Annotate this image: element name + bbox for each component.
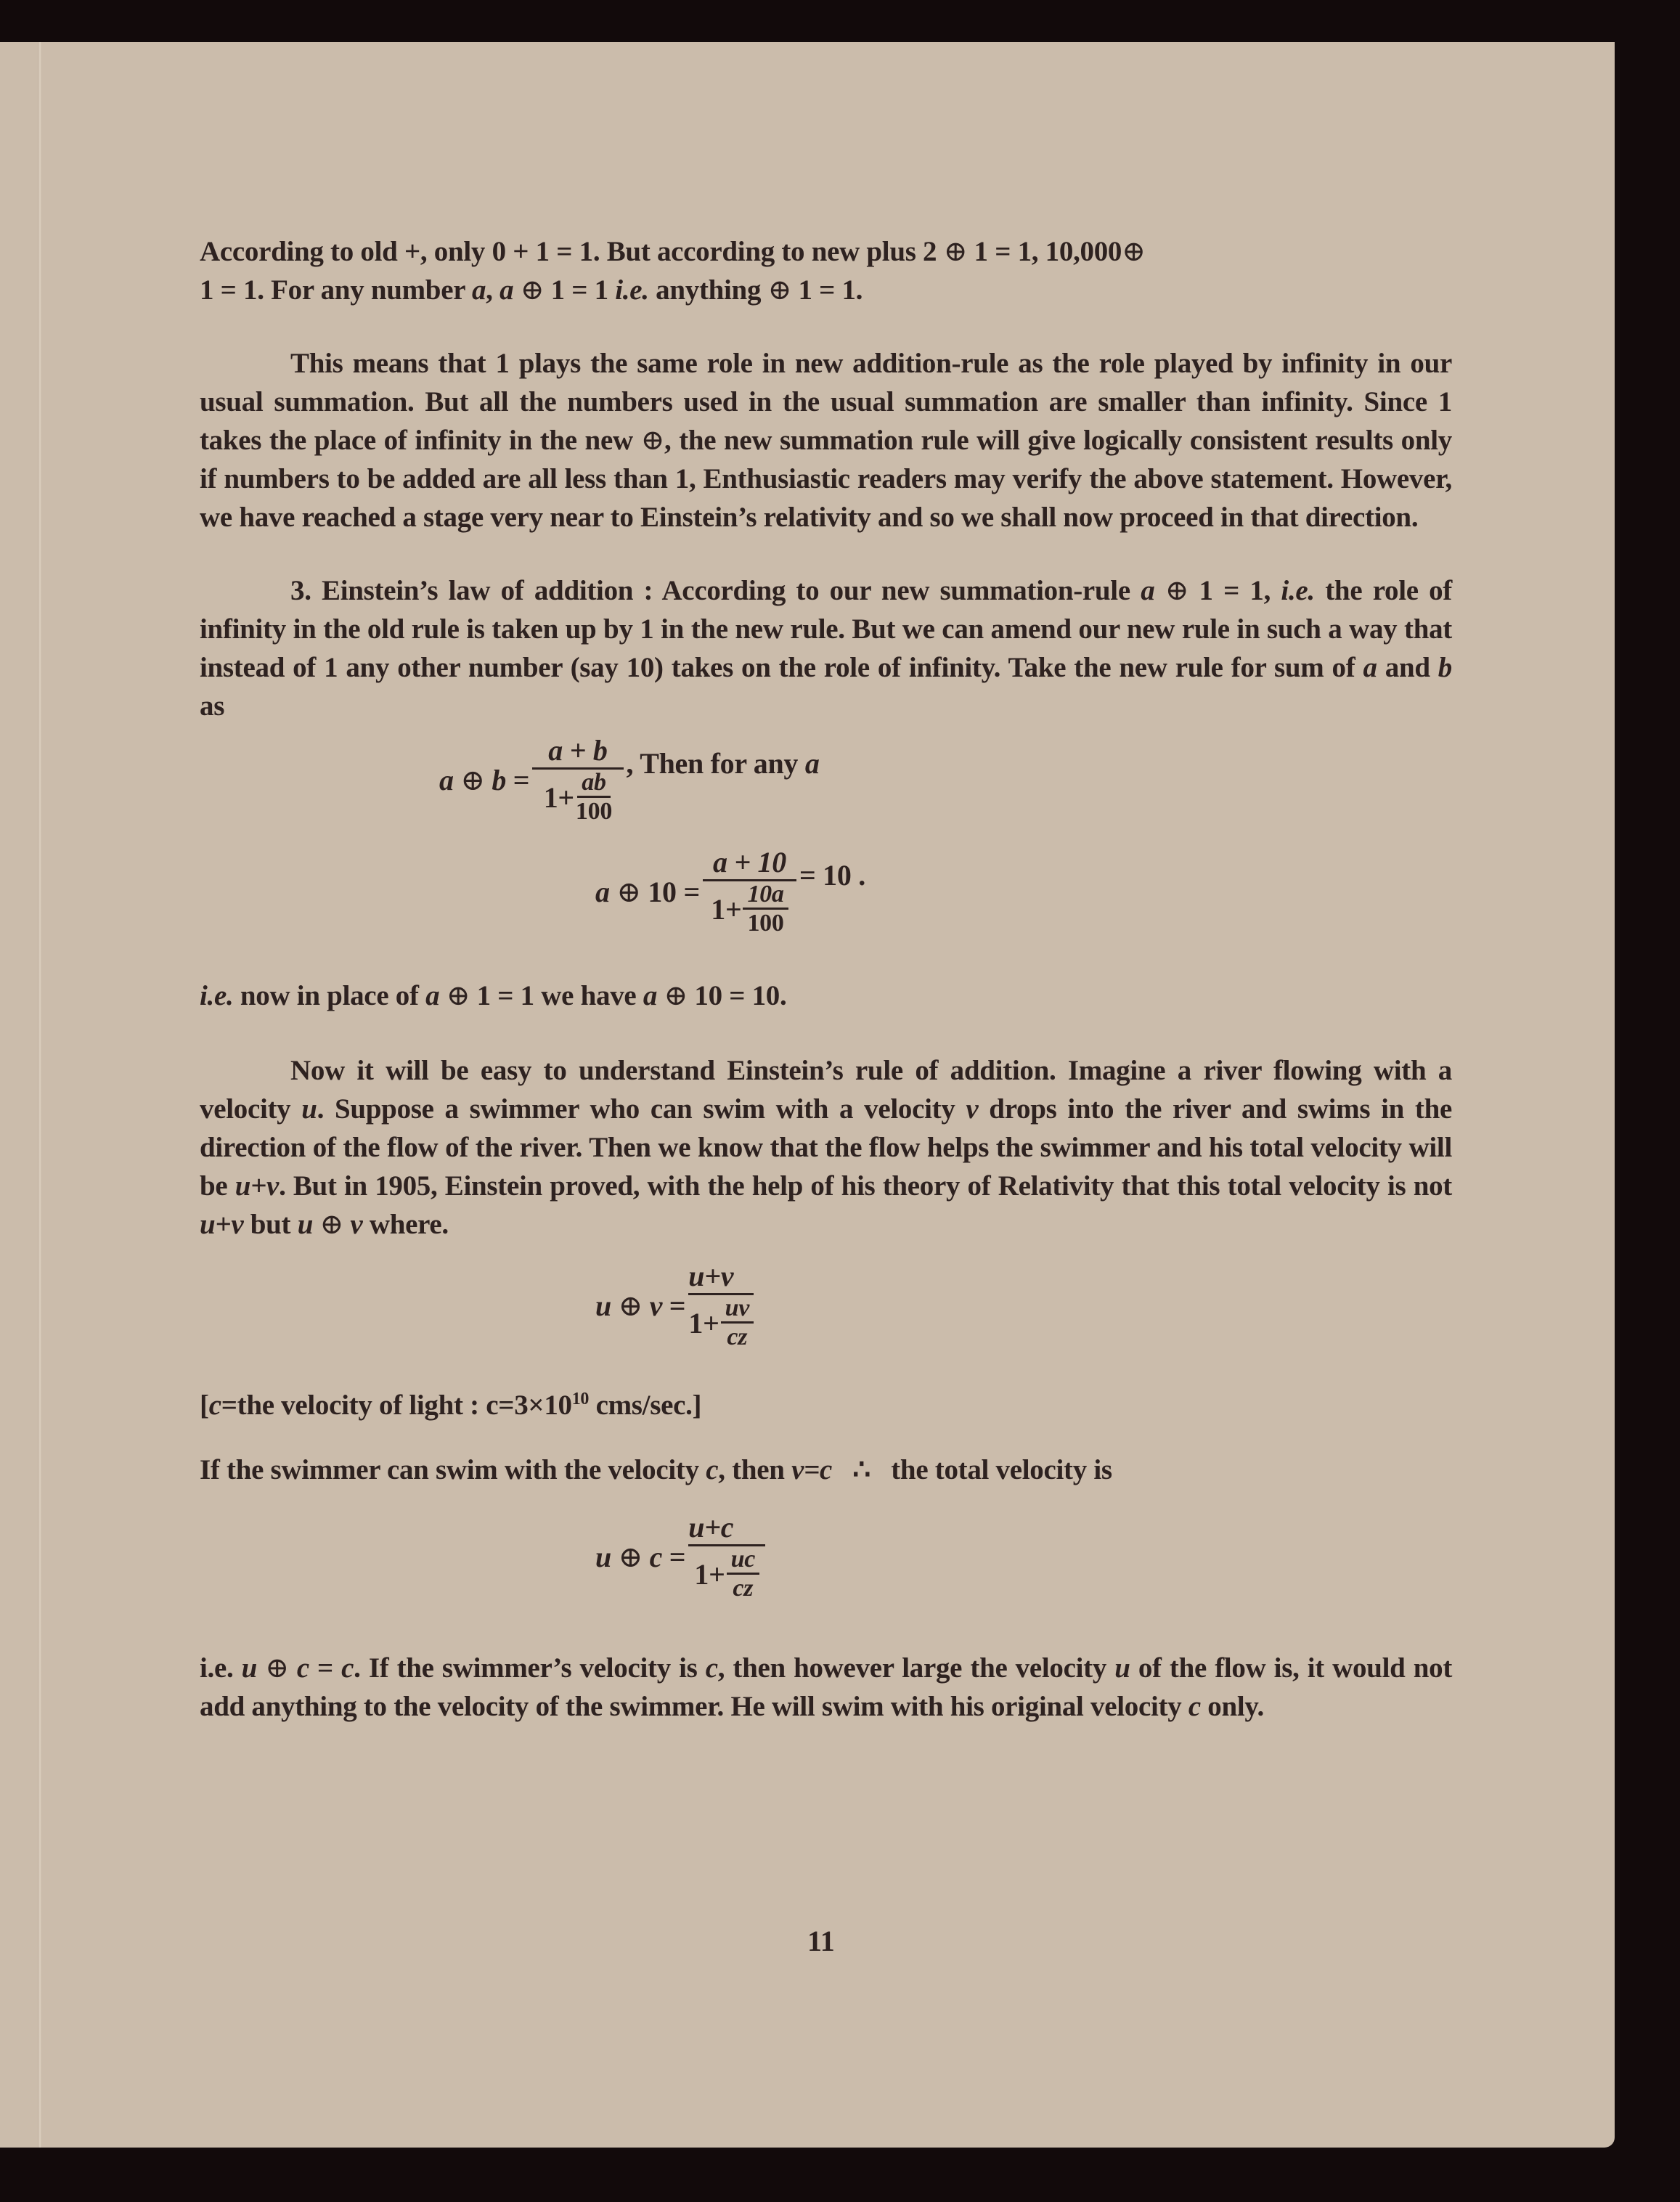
oplus-icon: ⊕	[616, 875, 641, 908]
book-page	[0, 42, 1615, 2148]
page-content	[200, 232, 1452, 1726]
oplus-icon: ⊕	[319, 1209, 343, 1240]
oplus-icon: ⊕	[618, 1289, 643, 1322]
formula-a-plus-10: a ⊕ 10 = a + 10 1+ $\frac{10a}{100}$ = 10 .	[595, 846, 865, 937]
paragraph-einstein-law: 3. Einstein’s law of addition : According to our new summation-rule a ⊕ 1 = 1, i.e. the role of infinity in the old rule is taken up by 1 in the new rule. But we can amend our new rule in such a way that instead of 1 any other number (say 10) takes on the role of infinity. Take the new rule for sum of a and b as	[200, 575, 1452, 722]
section-heading: 3. Einstein’s law of addition :	[290, 575, 653, 606]
page-number: 11	[807, 1925, 835, 1957]
oplus-icon: ⊕	[943, 236, 968, 267]
oplus-icon: ⊕	[618, 1540, 643, 1573]
oplus-icon: ⊕	[1122, 236, 1146, 267]
oplus-icon: ⊕	[520, 274, 545, 306]
oplus-icon: ⊕	[664, 980, 688, 1011]
oplus-icon: ⊕	[767, 274, 791, 306]
paragraph-river: Now it will be easy to understand Einstein’s rule of addition. Imagine a river flowing with a velocity u. Suppose a swimmer who can swim with a velocity v drops into the river and swims in the direction of the flow of the river. Then we know that the flow helps the swimmer and his total velocity will be u+v. But in 1905, Einstein proved, with the help of his theory of Relativity that this total velocity is not u+v but u ⊕ v where.	[200, 1055, 1452, 1240]
paragraph-swimmer-c: If the swimmer can swim with the velocity c, then v=c ∴ the total velocity is	[200, 1454, 1112, 1485]
paragraph-old-plus: According to old +, only 0 + 1 = 1. But according to new plus 2 ⊕ 1 = 1, 10,000⊕ 1 = 1. For any number a, a ⊕ 1 = 1 i.e. anything ⊕ 1 = 1.	[200, 236, 1146, 306]
fraction: a + 10 1+ $\frac{10a}{100}$	[703, 846, 796, 937]
paragraph-ie-10: i.e. now in place of a ⊕ 1 = 1 we have a ⊕ 10 = 10.	[200, 980, 787, 1011]
oplus-icon: ⊕	[640, 425, 664, 456]
oplus-icon: ⊕	[446, 980, 470, 1011]
paragraph-infinity: This means that 1 plays the same role in new addition-rule as the role played by infinity in our usual summation. But all the numbers used in the usual summation are smaller than infinity. Since 1 takes the place of infinity in the new ⊕, the new summation rule will give logically consistent results only if numbers to be added are all less than 1, Enthusiastic readers may verify the above statement. However, we have reached a stage very near to Einstein’s relativity and so we shall now proceed in that direction.	[200, 348, 1453, 533]
formula-u-plus-v: u ⊕ v = u+v 1+ $\frac{uv}{cz}$	[200, 1244, 1452, 1386]
paragraph-conclusion: i.e. u ⊕ c = c. If the swimmer’s velocity is c, then however large the velocity u of the flow is, it would not add anything to the velocity of the swimmer. He will swim with his original velocity c only.	[200, 1652, 1453, 1722]
page-fold	[38, 42, 42, 2148]
fraction: u+v 1+ $\frac{uv}{cz}$	[688, 1260, 754, 1351]
oplus-icon: ⊕	[1165, 575, 1189, 606]
oplus-icon: ⊕	[265, 1652, 289, 1684]
fraction: u+c 1+ $\frac{uc}{cz}$	[688, 1511, 765, 1602]
therefore-icon: ∴	[832, 1454, 892, 1485]
fraction: a + b 1+ $\frac{ab}{100}$	[532, 734, 623, 825]
note-velocity-of-light: [c=the velocity of light : $c=3\times 10^{10}$ cms/sec.]	[200, 1390, 702, 1421]
formula-u-plus-c: u ⊕ c = u+c 1+ $\frac{uc}{cz}$	[200, 1489, 1452, 1649]
oplus-icon: ⊕	[460, 763, 485, 796]
formula-a-plus-b: a ⊕ b = a + b 1+ $\frac{ab}{100}$ , Then for any a	[439, 734, 820, 825]
